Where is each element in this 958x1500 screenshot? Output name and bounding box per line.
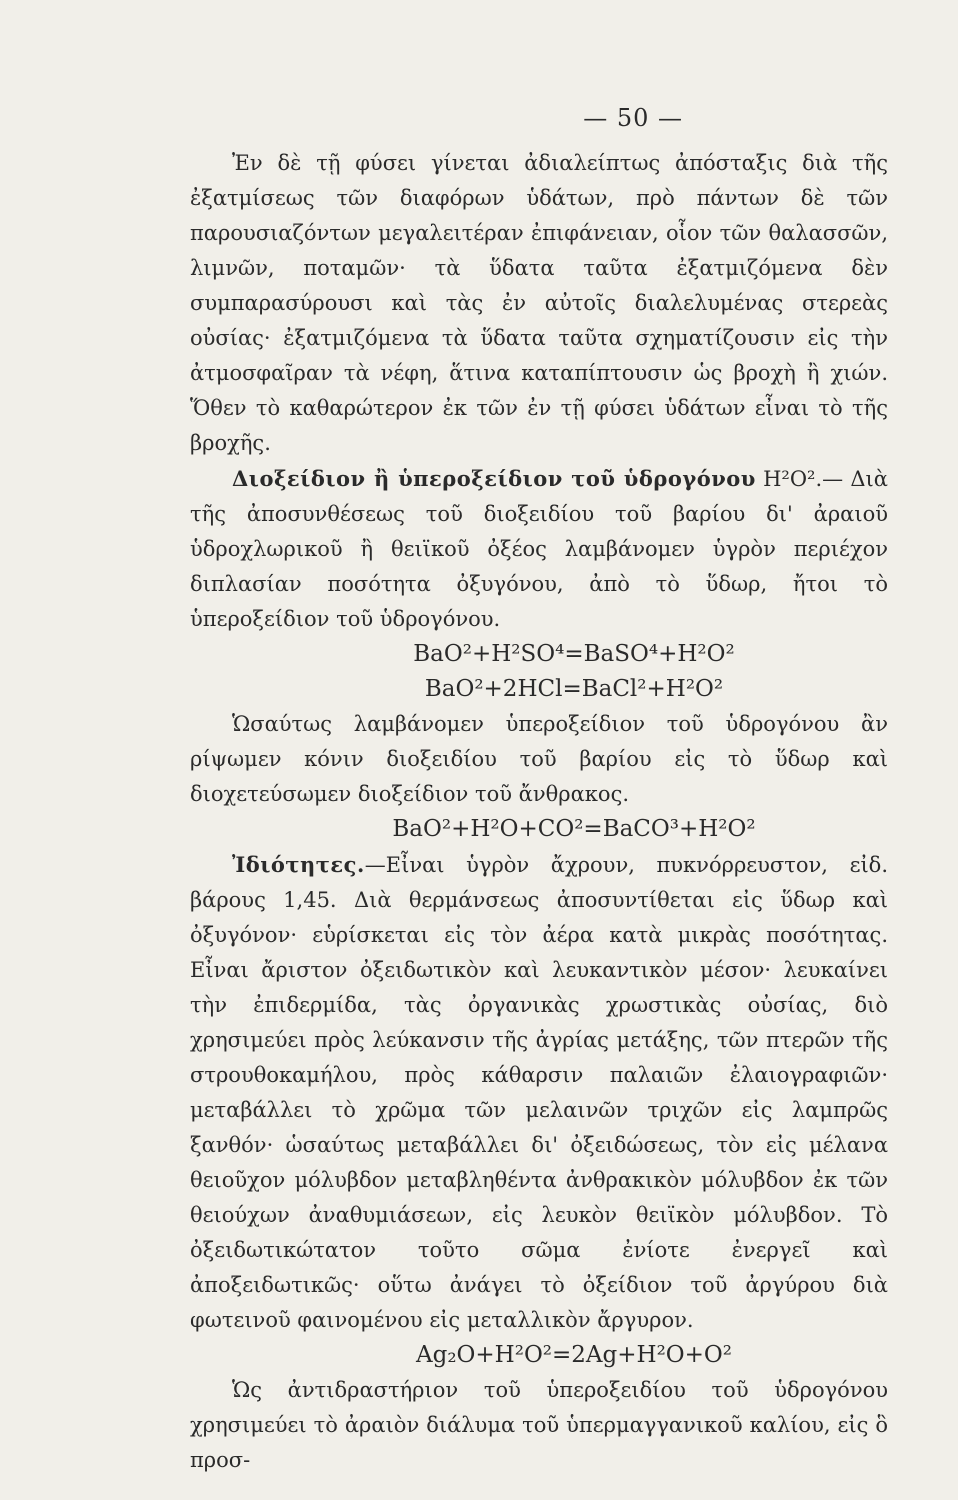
paragraph-reagent: Ὡς ἀντιδραστήριον τοῦ ὑπεροξειδίου τοῦ ὑδρογόνου χρησιμεύει τὸ ἀραιὸν διάλυμα τοῦ ὑπερμαγγανικοῦ καλίου, εἰς ὃ προσ- <box>190 1378 888 1472</box>
heading-formula: H²O².— <box>763 467 844 491</box>
formula-barium-sulfuric: BaO²+H²SO⁴=BaSO⁴+H²O² <box>413 641 735 667</box>
formula-silver-oxide: Ag₂O+H²O²=2Ag+H²O+O² <box>415 1342 733 1368</box>
section-heading-hydrogen-peroxide: Διοξείδιον ἢ ὑπεροξείδιον τοῦ ὑδρογόνου <box>232 466 756 491</box>
paragraph-water-evaporation: Ἐν δὲ τῇ φύσει γίνεται ἀδιαλείπτως ἀπόσταξις διὰ τῆς ἐξατμίσεως τῶν διαφόρων ὑδάτων, πρὸ πάντων δὲ τῶν παρουσιαζόντων μεγαλειτέραν ἐπιφάνειαν, οἷον τῶν θαλασσῶν, λιμνῶν, ποταμῶν· τὰ ὕδατα ταῦτα ἐξατμιζόμενα δὲν συμπαρασύρουσι καὶ τὰς ἐν αὐτοῖς διαλελυμένας στερεὰς οὐσίας· ἐξατμιζόμενα τὰ ὕδατα ταῦτα σχηματίζουσιν εἰς τὴν ἀτμοσφαῖραν τὰ νέφη, ἅτινα καταπίπτουσιν ὡς βροχὴ ἢ χιών. Ὅθεν τὸ καθαρώτερον ἐκ τῶν ἐν τῇ φύσει ὑδάτων εἶναι τὸ τῆς βροχῆς. <box>190 151 888 455</box>
paragraph-hydrogen-peroxide-intro <box>190 461 888 637</box>
paragraph-hydrogen-peroxide-text: Διὰ τῆς ἀποσυνθέσεως τοῦ διοξειδίου τοῦ βαρίου δι' ἀραιοῦ ὑδροχλωρικοῦ ἢ θειϊκοῦ ὀξέος λαμβάνομεν ὑγρὸν περιέχον διπλασίαν ποσότητα ὀξυγόνου, ἀπὸ τὸ ὕδωρ, ἤτοι τὸ ὑπεροξείδιον τοῦ ὑδρογόνου. <box>190 467 888 631</box>
section-heading-properties: Ἰδιότητες. <box>232 852 365 877</box>
formula-barium-hydrochloric: BaO²+2HCl=BaCl²+H²O² <box>424 676 724 702</box>
paragraph-carbon-dioxide-method: Ὡσαύτως λαμβάνομεν ὑπεροξείδιον τοῦ ὑδρογόνου ἂν ρίψωμεν κόνιν διοξειδίου τοῦ βαρίου εἰς τὸ ὕδωρ καὶ διοχετεύσωμεν διοξείδιον τοῦ ἄνθρακος. <box>190 712 888 806</box>
paragraph-properties-text: —Εἶναι ὑγρὸν ἄχρουν, πυκνόρρευστον, εἰδ. βάρους 1,45. Διὰ θερμάνσεως ἀποσυντίθεται εἰς ὕδωρ καὶ ὀξυγόνον· εὑρίσκεται εἰς τὸν ἀέρα κατὰ μικρὰς ποσότητας. Εἶναι ἄριστον ὀξειδωτικὸν καὶ λευκαντικὸν μέσον· λευκαίνει τὴν ἐπιδερμίδα, τὰς ὀργανικὰς χρωστικὰς οὐσίας, διὸ χρησιμεύει πρὸς λεύκανσιν τῆς ἀγρίας μετάξης, τῶν πτερῶν τῆς στρουθοκαμήλου, πρὸς κάθαρσιν παλαιῶν ἐλαιογραφιῶν· μεταβάλλει τὸ χρῶμα τῶν μελαινῶν τριχῶν εἰς λαμπρῶς ξανθόν· ὡσαύτως μεταβάλλει δι' ὀξειδώσεως, τὸν εἰς μέλανα θειοῦχον μόλυβδον μεταβληθέντα ἀνθρακικὸν μόλυβδον ἐκ τῶν θειούχων ἀναθυμιάσεων, εἰς λευκὸν θειϊκὸν μόλυβδον. Τὸ ὀξειδωτικώτατον τοῦτο σῶμα ἐνίοτε ἐνεργεῖ καὶ ἀποξειδωτικῶς· οὕτω ἀνάγει τὸ ὀξείδιον τοῦ ἀργύρου διὰ φωτεινοῦ φαινομένου εἰς μεταλλικὸν ἄργυρον. <box>190 853 888 1332</box>
formula-barium-carbonate: BaO²+H²O+CO²=BaCO³+H²O² <box>392 816 756 842</box>
page-number: — 50 — <box>583 104 683 132</box>
paragraph-properties <box>190 847 888 1338</box>
